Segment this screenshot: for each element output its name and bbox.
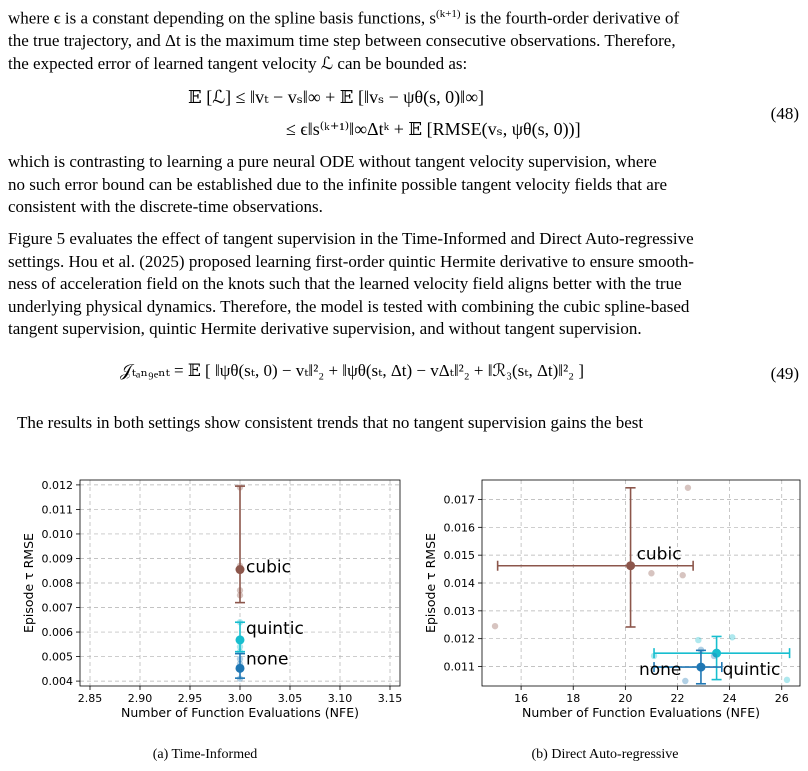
text-line: is the fourth-order derivative of	[460, 8, 680, 28]
data-point-cubic	[680, 572, 686, 578]
chart-direct-autoregressive	[404, 465, 808, 740]
superscript: (k+1)	[436, 8, 461, 20]
y-tick-label: 0.011	[443, 660, 475, 674]
text-line: where ϵ is a constant depending on the spline basis functions, s	[8, 8, 437, 28]
series-label-cubic: cubic	[636, 544, 682, 565]
y-tick-label: 0.012	[443, 632, 475, 646]
y-tick-label: 0.011	[41, 503, 73, 517]
text-line: settings. Hou et al. (2025) proposed learning first-order quintic Hermite derivative to ensure smooth-	[8, 251, 694, 271]
paragraph-error-bound	[8, 3, 800, 75]
x-tick-label: 18	[566, 692, 581, 705]
y-tick-label: 0.007	[41, 601, 73, 615]
x-tick-label: 3.00	[227, 692, 253, 705]
mean-marker-cubic	[626, 561, 635, 570]
caption-panel-a: (a) Time-Informed	[152, 747, 258, 762]
text-line: consistent with the discrete-time observations.	[8, 197, 323, 216]
text-line: ness of acceleration field on the knots such that the learned velocity field aligns better with the true	[8, 274, 682, 293]
y-tick-label: 0.013	[443, 604, 475, 618]
paragraph-figure-5	[8, 228, 800, 341]
text-line: Figure 5 evaluates the effect of tangent supervision in the Time-Informed and Direct Auto-regressive	[8, 229, 694, 248]
y-tick-label: 0.012	[41, 478, 73, 492]
y-tick-label: 0.006	[41, 626, 73, 640]
figure-panel-a	[0, 465, 404, 740]
text-line: the expected error of learned tangent velocity ℒ can be bounded as:	[8, 53, 468, 73]
y-tick-label: 0.009	[41, 552, 73, 566]
series-label-cubic: cubic	[246, 557, 291, 578]
equation-48-line-1: 𝔼 [ℒ] ≤ ‖vₜ − vₛ‖∞ + 𝔼 [‖vₛ − ψθ(s, 0)‖∞]	[188, 87, 485, 107]
x-axis-label: Number of Function Evaluations (NFE)	[121, 705, 359, 720]
x-tick-label: 16	[514, 692, 529, 705]
data-point-quintic	[695, 637, 701, 643]
x-axis-label: Number of Function Evaluations (NFE)	[522, 705, 760, 720]
text-line: underlying physical dynamics. Therefore, the model is tested with combining the cubic spline-based	[8, 296, 690, 316]
plot-frame	[482, 480, 800, 686]
series-label-none: none	[638, 660, 682, 681]
y-tick-label: 0.004	[41, 675, 73, 689]
equation-number-48: (48)	[770, 104, 799, 123]
x-tick-label: 3.15	[377, 692, 403, 705]
x-tick-label: 24	[722, 692, 737, 705]
paragraph-results	[17, 412, 800, 435]
equation-number-49: (49)	[770, 364, 799, 383]
y-tick-label: 0.005	[41, 650, 73, 664]
mean-marker-cubic	[236, 565, 245, 574]
text-line: tangent supervision, quintic Hermite derivative supervision, and without tangent supervision.	[8, 319, 642, 338]
y-tick-label: 0.014	[443, 577, 475, 590]
text-line: the true trajectory, and Δt is the maximum time step between consecutive observations. Therefore,	[8, 31, 676, 51]
y-tick-label: 0.015	[443, 549, 475, 563]
mean-marker-none	[236, 664, 245, 673]
mean-marker-quintic	[236, 635, 245, 644]
y-axis-label: Episode τ RMSE	[423, 533, 438, 633]
x-tick-label: 20	[618, 692, 633, 705]
data-point-cubic	[685, 485, 691, 491]
x-tick-label: 2.90	[127, 692, 153, 705]
x-tick-label: 26	[774, 692, 789, 705]
y-tick-label: 0.016	[443, 521, 475, 535]
series-label-quintic: quintic	[722, 660, 781, 681]
series-label-none: none	[246, 649, 289, 670]
data-point-cubic	[492, 623, 498, 629]
x-tick-label: 2.85	[77, 692, 103, 705]
text-line: which is contrasting to learning a pure neural ODE without tangent velocity supervision, where	[8, 152, 657, 171]
equation-49: 𝒥ₜₐₙ₉ₑₙₜ = 𝔼 [ ‖ψθ(sₜ, 0) − vₜ‖²₂ + ‖ψθ(sₜ, Δt) − vΔₜ‖²₂ + ‖ℛ₃(sₜ, Δt)‖²₂ ]	[120, 361, 585, 380]
equation-48-line-2: ≤ ϵ‖s⁽ᵏ⁺¹⁾‖∞Δtᵏ + 𝔼 [RMSE(vₛ, ψθ(s, 0))]	[286, 119, 581, 139]
y-tick-label: 0.010	[41, 527, 73, 541]
figure-panel-b	[404, 465, 808, 740]
text-line: no such error bound can be established due to the infinite possible tangent velocity fields that are	[8, 174, 668, 194]
caption-panel-b: (b) Direct Auto-regressive	[531, 747, 679, 762]
x-tick-label: 22	[670, 692, 685, 705]
data-point-quintic	[784, 677, 790, 683]
paragraph-contrast	[8, 151, 800, 219]
y-tick-label: 0.008	[41, 577, 73, 590]
data-point-quintic	[729, 634, 735, 640]
x-tick-label: 3.05	[277, 692, 303, 705]
data-point-none	[711, 653, 717, 659]
series-label-quintic: quintic	[246, 618, 304, 639]
text-line: The results in both settings show consistent trends that no tangent supervision gains the best	[17, 413, 644, 432]
y-axis-label: Episode τ RMSE	[21, 533, 36, 633]
mean-marker-none	[696, 663, 705, 672]
x-tick-label: 2.95	[177, 692, 203, 705]
data-point-cubic	[648, 570, 654, 576]
chart-time-informed	[0, 465, 404, 740]
y-tick-label: 0.017	[443, 493, 475, 507]
data-point-none	[682, 678, 688, 684]
x-tick-label: 3.10	[327, 692, 353, 705]
